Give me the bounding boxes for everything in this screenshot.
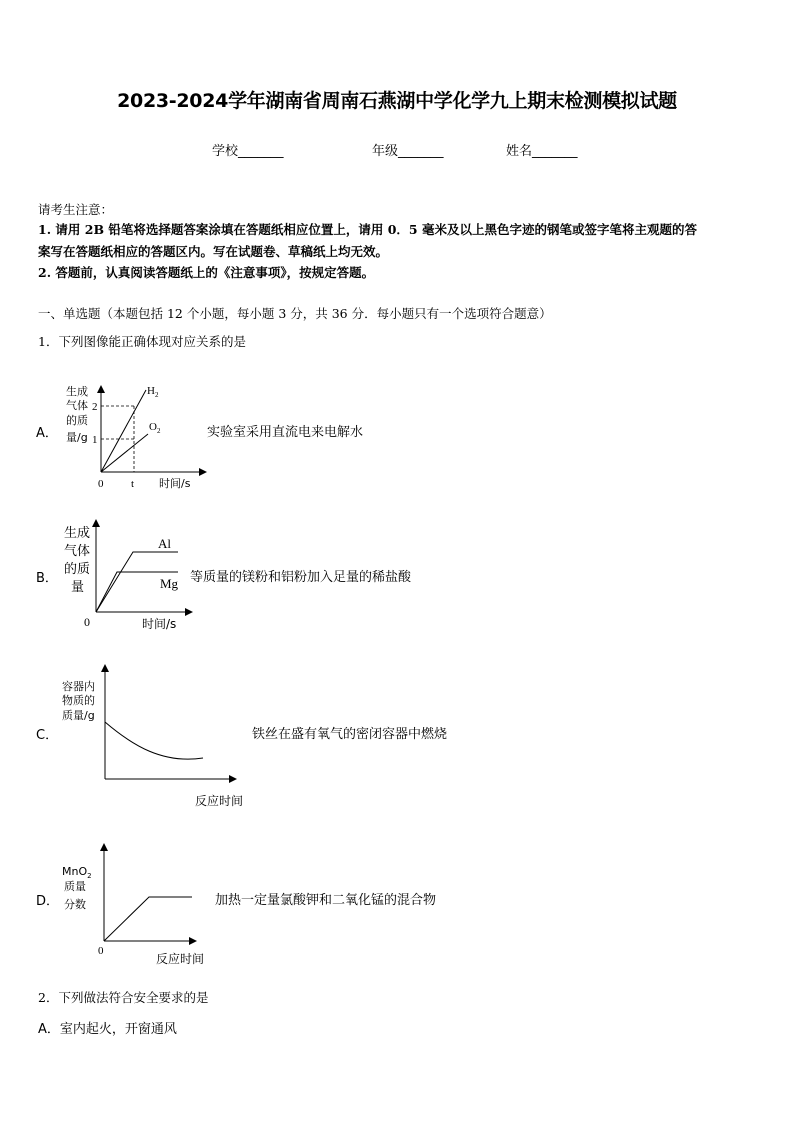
chart-b-legend-al: Al <box>158 536 171 551</box>
chart-a-origin: 0 <box>98 478 104 490</box>
notice-line-1a: 1. 请用 2B 铅笔将选择题答案涂填在答题纸相应位置上，请用 0．5 毫米及以上黑色字迹的钢笔或签字笔将主观题的答 <box>38 222 697 237</box>
chart-d-ylabel-1: MnO$_2$ <box>62 865 92 880</box>
chart-a-legend-h2: $H_2$ <box>147 385 159 399</box>
chart-d <box>58 840 208 970</box>
chart-a-ylabel-4: 量/g <box>66 431 88 444</box>
chart-d-series <box>104 897 192 941</box>
chart-c-ylabel-1: 容器内 <box>62 680 95 693</box>
chart-a-xlabel: 时间/s <box>159 477 191 490</box>
option-c-label[interactable]: C． <box>36 728 59 743</box>
chart-c-series <box>105 722 203 759</box>
option-a-label[interactable]: A． <box>36 426 58 441</box>
notice-line-1b: 案写在答题纸相应的答题区内。写在试题卷、草稿纸上均无效。 <box>38 244 389 259</box>
question-2-option-a[interactable]: A．室内起火，开窗通风 <box>38 1022 177 1037</box>
chart-c-ylabel-2: 物质的 <box>62 694 95 707</box>
chart-a-ylabel-3: 的质 <box>66 414 88 427</box>
chart-d-ylabel-2: 质量 <box>64 880 86 893</box>
chart-b-ylabel-1: 生成 <box>64 526 91 541</box>
chart-c-ylabel-3: 质量/g <box>62 709 95 722</box>
option-c-desc: 铁丝在盛有氧气的密闭容器中燃烧 <box>252 727 448 742</box>
chart-d-xlabel: 反应时间 <box>156 952 205 966</box>
chart-a-ylabel-2: 气体 <box>66 399 88 412</box>
chart-b-ylabel-3: 的质 <box>64 562 91 577</box>
chart-b-ylabel-2: 气体 <box>64 544 91 559</box>
option-b-desc: 等质量的镁粉和铝粉加入足量的稀盐酸 <box>190 570 412 585</box>
chart-d-origin: 0 <box>98 945 104 957</box>
chart-a-ytick-2: 2 <box>92 401 98 413</box>
section-heading: 一、单选题（本题包括 12 个小题，每小题 3 分，共 36 分．每小题只有一个选项符合题意） <box>38 306 552 321</box>
chart-b-xlabel: 时间/s <box>142 617 177 631</box>
chart-a-series-h2 <box>101 390 146 472</box>
option-d-label[interactable]: D． <box>36 894 60 909</box>
notice-line-2: 2. 答题前，认真阅读答题纸上的《注意事项》，按规定答题。 <box>38 265 375 280</box>
option-b-label[interactable]: B． <box>36 571 58 586</box>
question-2-stem: 2．下列做法符合安全要求的是 <box>38 990 209 1005</box>
option-d-desc: 加热一定量氯酸钾和二氧化锰的混合物 <box>215 893 437 908</box>
chart-a <box>60 378 220 498</box>
question-1-stem: 1．下列图像能正确体现对应关系的是 <box>38 334 246 349</box>
chart-b-origin: 0 <box>84 615 90 629</box>
name-field[interactable]: 姓名_______ <box>506 144 578 159</box>
school-field[interactable]: 学校_______ <box>212 144 284 159</box>
chart-a-ylabel-1: 生成 <box>66 385 88 398</box>
chart-a-ytick-1: 1 <box>92 434 98 446</box>
chart-c <box>58 660 258 810</box>
chart-b <box>58 516 198 636</box>
chart-b-legend-mg: Mg <box>160 576 179 591</box>
chart-a-series-o2 <box>101 434 148 472</box>
chart-a-legend-o2: $O_2$ <box>149 421 161 435</box>
notice-heading: 请考生注意： <box>38 202 114 217</box>
chart-d-ylabel-3: 分数 <box>64 898 86 911</box>
option-a-desc: 实验室采用直流电来电解水 <box>207 425 364 440</box>
chart-a-xtick-t: t <box>131 478 135 490</box>
page-title: 2023-2024学年湖南省周南石燕湖中学化学九上期末检测模拟试题 <box>117 90 677 112</box>
chart-c-xlabel: 反应时间 <box>195 794 244 808</box>
grade-field[interactable]: 年级_______ <box>372 144 444 159</box>
chart-b-ylabel-4: 量 <box>71 580 85 595</box>
